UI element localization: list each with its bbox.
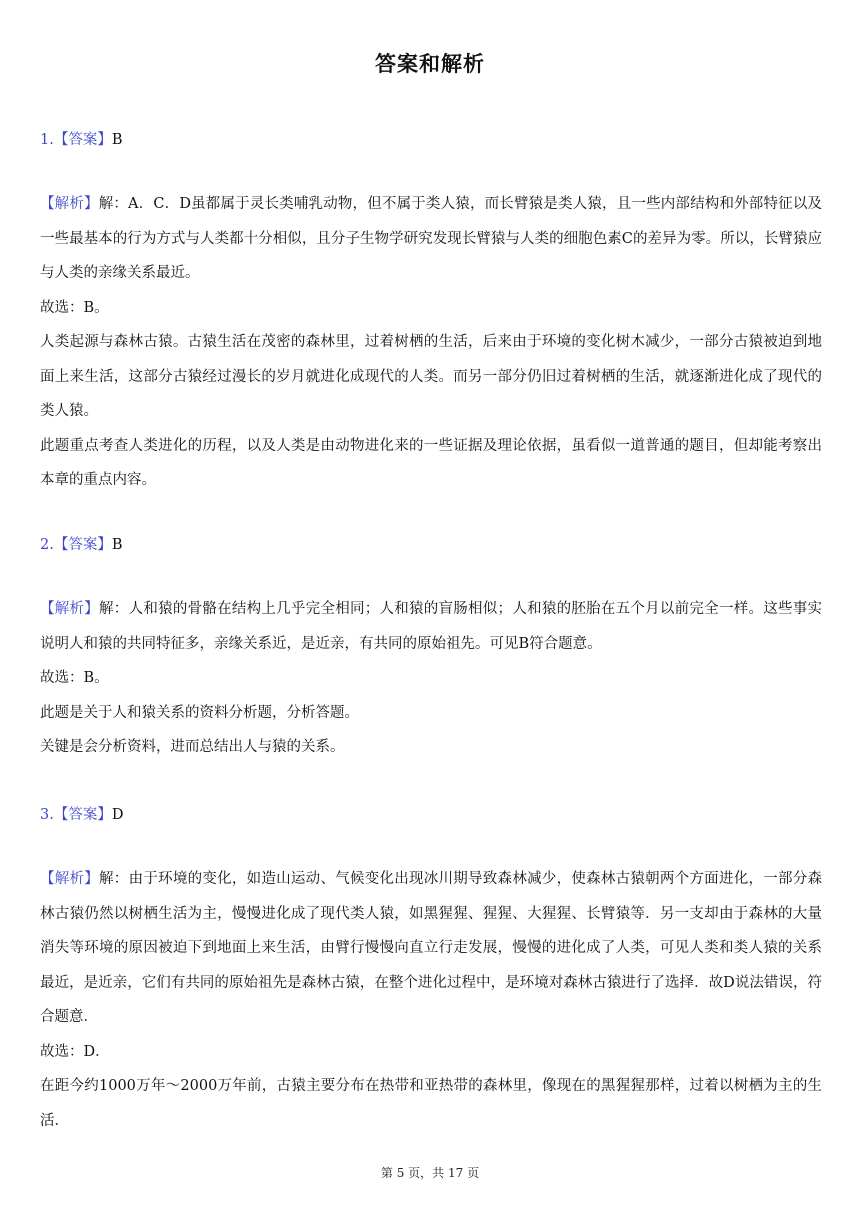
q3-number: 3. <box>40 807 54 823</box>
page-title: 答案和解析 <box>375 52 485 76</box>
q1-analysis-text: 解：A．C．D虽都属于灵长类哺乳动物，但不属于类人猿，而长臂猿是类人猿，且一些内部结构和外部特征以及一些最基本的行为方式与人类都十分相似，且分子生物学研究发现长臂猿与人类的细胞色素C的差异为零。所以，长臂猿应与人类的亲缘关系最近。 <box>40 196 822 281</box>
q1-line-3: 此题重点考查人类进化的历程，以及人类是由动物进化来的一些证据及理论依据，虽看似一道普通的题目，但却能考察出本章的重点内容。 <box>40 437 822 488</box>
q2-line-1: 故选：B。 <box>40 670 109 686</box>
q1-analysis-tag: 【解析】 <box>40 196 99 212</box>
page-footer: 第 5 页，共 17 页 <box>380 1166 480 1180</box>
q3-analysis <box>40 862 822 1138</box>
q1-line-1: 故选：B。 <box>40 299 109 316</box>
q3-line-2: 在距今约1000万年～2000万年前，古猿主要分布在热带和亚热带的森林里，像现在的黑猩猩那样，过着以树栖为主的生活． <box>40 1078 822 1129</box>
q1-number: 1. <box>40 132 54 148</box>
q3-analysis-text: 解：由于环境的变化，如造山运动、气候变化出现冰川期导致森林减少，使森林古猿朝两个方面进化，一部分森林古猿仍然以树栖生活为主，慢慢进化成了现代类人猿，如黑猩猩、猩猩、大猩猩、长臂猿等．另一支却由于森林的大量消失等环境的原因被迫下到地面上来生活，由臂行慢慢向直立行走发展，慢慢的进化成了人类，可见人类和类人猿的关系最近，是近亲，它们有共同的原始祖先是森林古猿，在整个进化过程中，是环境对森林古猿进行了选择．故D说法错误，符合题意． <box>40 871 823 1025</box>
q2-analysis <box>40 592 822 765</box>
q1-line-2: 人类起源与森林古猿。古猿生活在茂密的森林里，过着树栖的生活，后来由于环境的变化树木减少，一部分古猿被迫到地面上来生活，这部分古猿经过漫长的岁月就进化成现代的人类。而另一部分仍旧过着树栖的生活，就逐渐进化成了现代的类人猿。 <box>40 334 822 419</box>
q2-answer-tag: 【答案】 <box>53 537 112 553</box>
q3-answer-line <box>40 803 123 824</box>
q2-answer-line <box>40 533 123 554</box>
q3-answer-tag: 【答案】 <box>53 807 112 823</box>
q2-analysis-tag: 【解析】 <box>40 601 100 617</box>
q3-answer: D <box>111 807 124 823</box>
q2-answer: B <box>111 537 123 553</box>
q2-number: 2. <box>40 537 54 553</box>
q3-analysis-tag: 【解析】 <box>40 871 100 887</box>
q1-answer-tag: 【答案】 <box>53 132 112 148</box>
q1-analysis <box>40 187 822 498</box>
q1-answer: B <box>111 132 123 148</box>
q2-analysis-text: 解：人和猿的骨骼在结构上几乎完全相同；人和猿的盲肠相似；人和猿的胚胎在五个月以前完全一样。这些事实说明人和猿的共同特征多，亲缘关系近，是近亲，有共同的原始祖先。可见B符合题意。 <box>40 601 823 652</box>
q2-line-3: 关键是会分析资料，进而总结出人与猿的关系。 <box>40 739 345 755</box>
q2-line-2: 此题是关于人和猿关系的资料分析题，分析答题。 <box>40 704 359 721</box>
q1-answer-line <box>40 128 123 149</box>
q3-line-1: 故选：D． <box>40 1043 110 1060</box>
